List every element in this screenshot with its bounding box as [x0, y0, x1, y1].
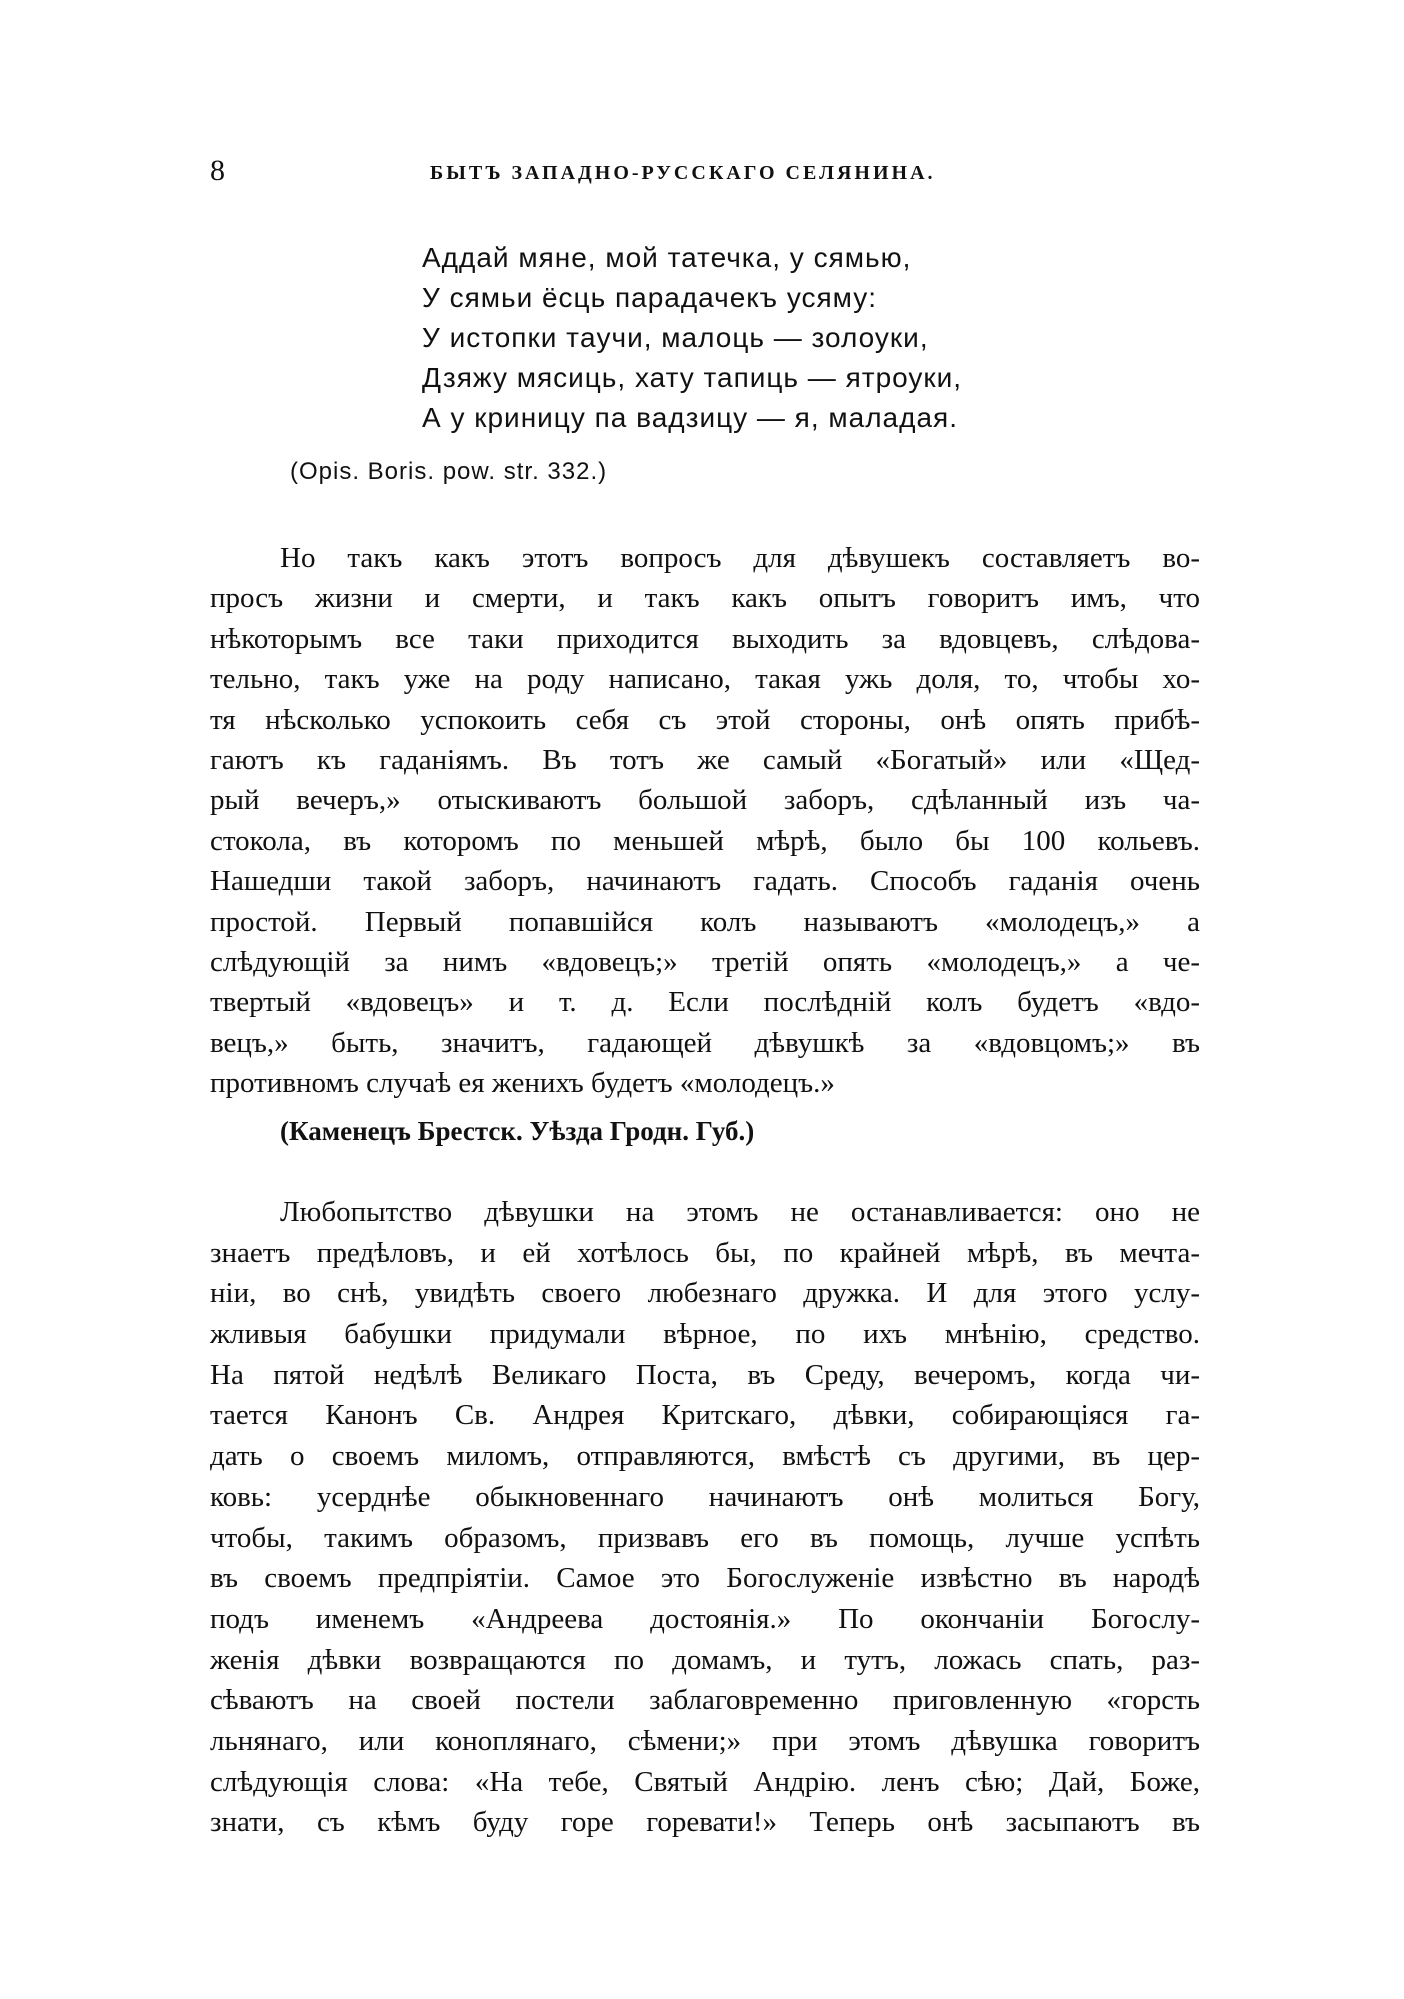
text-line: Но такъ какъ этотъ вопросъ для дѣвушекъ составляетъ во-: [280, 542, 1200, 574]
verse-line: А у криницу па вадзицу — я, маладая.: [422, 402, 958, 433]
text-line: знати, съ кѣмъ буду горе горевати!» Теперь онѣ засыпаютъ въ: [210, 1806, 1200, 1839]
text-line: гаютъ къ гаданіямъ. Въ тотъ же самый «Богатый» или «Щед-: [210, 743, 1200, 776]
text-line: стокола, въ которомъ по меньшей мѣрѣ, было бы 100 кольевъ.: [210, 824, 1200, 857]
text-line: тельно, такъ уже на роду написано, такая ужь доля, то, чтобы хо-: [210, 663, 1200, 696]
text-line: твертый «вдовецъ» и т. д. Если послѣдній колъ будетъ «вдо-: [210, 986, 1200, 1019]
paragraph-citation: (Каменецъ Брестск. Уѣзда Гродн. Губ.): [280, 1116, 755, 1146]
text-line: слѣдующія слова: «На тебе, Святый Андрію. ленъ сѣю; Дай, Боже,: [210, 1765, 1200, 1798]
text-line: льнянаго, или коноплянаго, сѣмени;» при этомъ дѣвушка говоритъ: [210, 1724, 1200, 1757]
text-line: дать о своемъ миломъ, отправляются, вмѣстѣ съ другими, въ цер-: [210, 1440, 1200, 1473]
page-header: [210, 154, 1200, 194]
running-title: БЫТЪ ЗАПАДНО-РУССКАГО СЕЛЯНИНА.: [430, 162, 936, 184]
text-line: нѣкоторымъ все таки приходится выходить за вдовцевъ, слѣдова-: [210, 622, 1200, 655]
text-line: слѣдующій за нимъ «вдовецъ;» третій опять «молодецъ,» а че-: [210, 945, 1200, 978]
verse-line: Дзяжу мясиць, хату тапиць — ятроуки,: [422, 362, 963, 393]
text-line: въ своемъ предпріятіи. Самое это Богослуженіе извѣстно въ народѣ: [210, 1562, 1200, 1595]
text-line: ніи, во снѣ, увидѣть своего любезнаго дружка. И для этого услу-: [210, 1277, 1200, 1310]
text-line: сѣваютъ на своей постели заблаговременно приговленную «горсть: [210, 1684, 1200, 1717]
text-line: жливыя бабушки придумали вѣрное, по ихъ мнѣнію, средство.: [210, 1318, 1200, 1351]
text-line: знаетъ предѣловъ, и ей хотѣлось бы, по крайней мѣрѣ, въ мечта-: [210, 1236, 1200, 1269]
text-line: просъ жизни и смерти, и такъ какъ опытъ говоритъ имъ, что: [210, 582, 1200, 615]
verse-line: У сямьи ёсць парадачекъ усяму:: [422, 282, 878, 313]
text-line: рый вечеръ,» отыскиваютъ большой заборъ, сдѣланный изъ ча-: [210, 784, 1200, 817]
page-number: 8: [210, 154, 225, 187]
verse-line: Аддай мяне, мой татечка, у сямью,: [422, 242, 912, 273]
text-line: Нашедши такой заборъ, начинаютъ гадать. Способъ гаданія очень: [210, 865, 1200, 898]
paragraph-dream-divination: [210, 1192, 1200, 1843]
verse-citation: (Opis. Boris. pow. str. 332.): [290, 458, 608, 485]
text-line: женія дѣвки возвращаются по домамъ, и тутъ, ложась спать, раз-: [210, 1643, 1200, 1676]
text-line: подъ именемъ «Андреева достоянія.» По окончаніи Богослу-: [210, 1602, 1200, 1635]
text-line: чтобы, такимъ образомъ, призвавъ его въ помощь, лучше успѣть: [210, 1521, 1200, 1554]
paragraph-fortune-telling-fence: [210, 538, 1200, 1103]
text-line: Любопытство дѣвушки на этомъ не останавливается: оно не: [280, 1196, 1200, 1228]
text-line: На пятой недѣлѣ Великаго Поста, въ Среду, вечеромъ, когда чи-: [210, 1358, 1200, 1391]
text-line: тя нѣсколько успокоить себя съ этой стороны, онѣ опять прибѣ-: [210, 703, 1200, 736]
text-line: противномъ случаѣ ея женихъ будетъ «молодецъ.»: [210, 1067, 835, 1100]
verse-line: У истопки тaучи, малоць — золоуки,: [422, 322, 929, 353]
text-line: простой. Первый попавшійся колъ называютъ «молодецъ,» а: [210, 905, 1200, 938]
text-line: ковь: усерднѣе обыкновеннаго начинаютъ онѣ молиться Богу,: [210, 1480, 1200, 1513]
folk-song-verse: [422, 238, 962, 438]
text-line: вецъ,» быть, значитъ, гадающей дѣвушкѣ за «вдовцомъ;» въ: [210, 1026, 1200, 1059]
text-line: тается Канонъ Св. Андрея Критскаго, дѣвки, собирающіяся га-: [210, 1399, 1200, 1432]
